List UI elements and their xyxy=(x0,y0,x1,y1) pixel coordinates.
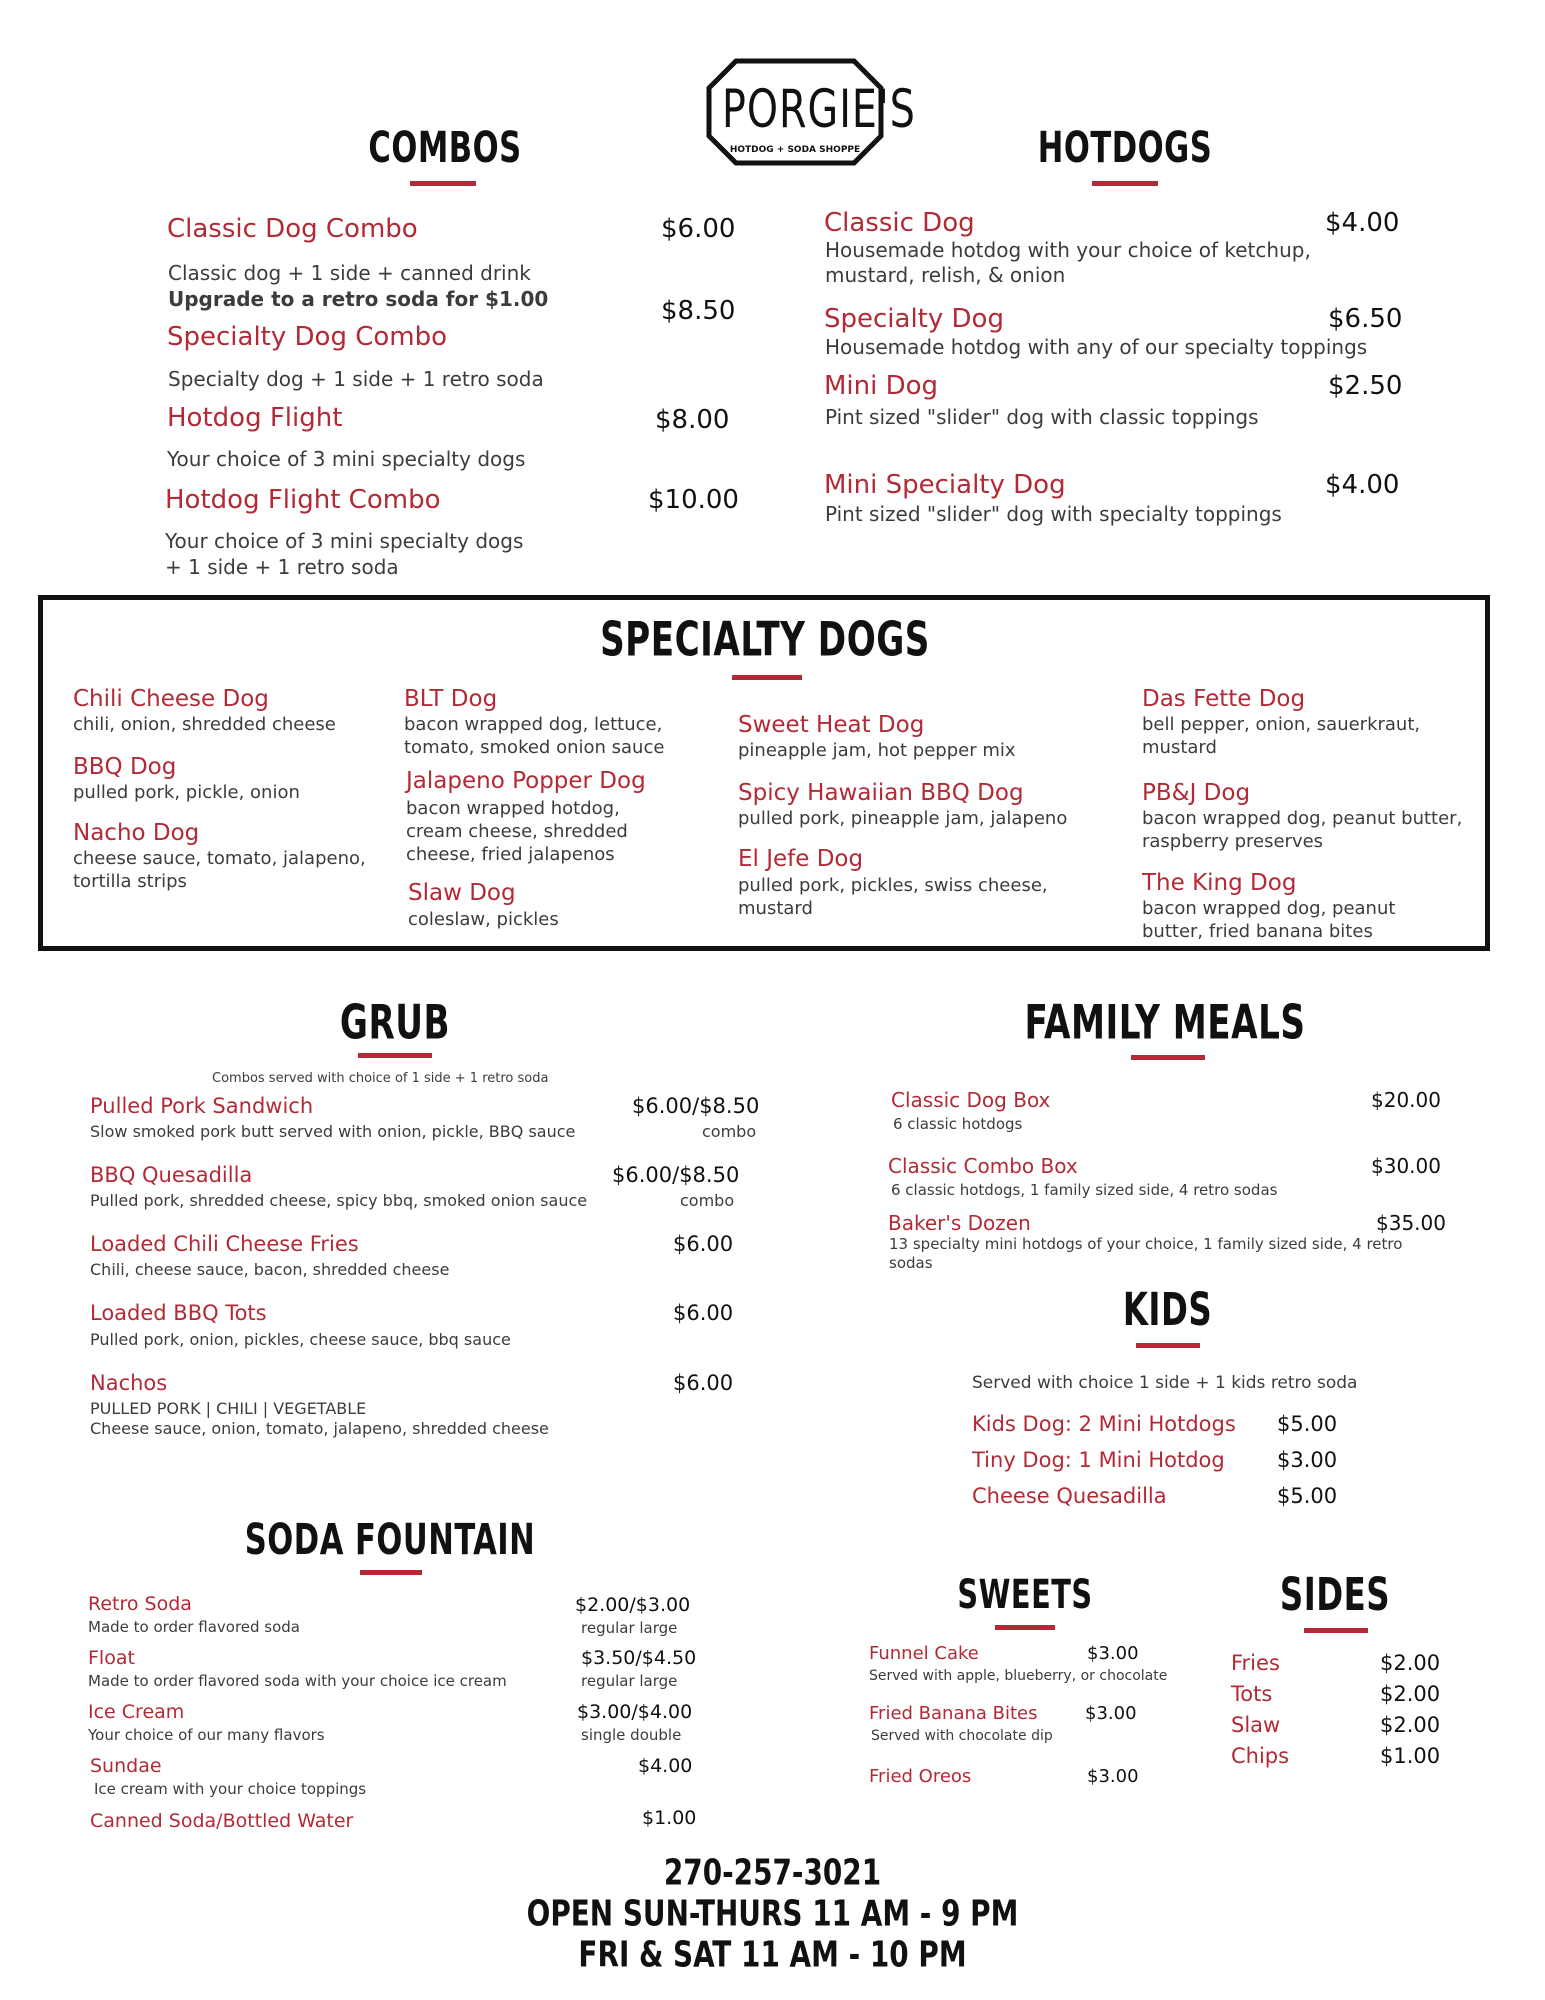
specialty-desc: pulled pork, pickle, onion xyxy=(73,782,300,803)
specialty-desc: pulled pork, pineapple jam, jalapeno xyxy=(738,808,1068,829)
hotdog-desc: Housemade hotdog with your choice of ketchup, xyxy=(825,238,1311,262)
soda-rule xyxy=(360,1570,422,1575)
specialty-desc: mustard xyxy=(1142,737,1217,758)
grub-price: $6.00 xyxy=(673,1232,734,1256)
sides-rule xyxy=(1304,1628,1368,1633)
grub-name: Nachos xyxy=(90,1371,168,1395)
specialty-name: El Jefe Dog xyxy=(738,846,864,872)
combo-name: Classic Dog Combo xyxy=(167,214,418,244)
specialty-name: The King Dog xyxy=(1142,870,1297,896)
specialty-name: BLT Dog xyxy=(404,686,498,712)
kids-price: $5.00 xyxy=(1277,1484,1338,1508)
hotdog-desc: mustard, relish, & onion xyxy=(825,263,1066,287)
family-price: $20.00 xyxy=(1371,1088,1441,1112)
kids-note: Served with choice 1 side + 1 kids retro soda xyxy=(972,1373,1358,1393)
combo-name: Specialty Dog Combo xyxy=(167,322,448,352)
grub-name: Loaded BBQ Tots xyxy=(90,1301,267,1325)
footer-hours-weekday: OPEN SUN-THURS 11 AM - 9 PM xyxy=(526,1893,1019,1935)
soda-price-sub: regular large xyxy=(581,1672,678,1690)
family-price: $35.00 xyxy=(1376,1211,1446,1235)
specialty-desc: mustard xyxy=(738,898,813,919)
sweets-price: $3.00 xyxy=(1085,1703,1137,1724)
specialty-desc: bacon wrapped dog, lettuce, xyxy=(404,714,663,735)
grub-desc: Cheese sauce, onion, tomato, jalapeno, shredded cheese xyxy=(90,1419,549,1438)
hotdog-name: Classic Dog xyxy=(824,208,975,238)
soda-desc: Ice cream with your choice toppings xyxy=(94,1780,367,1798)
soda-heading: SODA FOUNTAIN xyxy=(244,1515,536,1565)
hotdog-price: $4.00 xyxy=(1325,208,1400,238)
specialty-desc: bacon wrapped dog, peanut butter, xyxy=(1142,808,1463,829)
sweets-heading: SWEETS xyxy=(957,1570,1093,1618)
sides-name: Slaw xyxy=(1231,1713,1281,1737)
soda-desc: Your choice of our many flavors xyxy=(88,1726,325,1744)
footer-phone: 270-257-3021 xyxy=(663,1852,882,1894)
grub-desc: Slow smoked pork butt served with onion, pickle, BBQ sauce xyxy=(90,1122,576,1141)
specialty-desc: pineapple jam, hot pepper mix xyxy=(738,740,1016,761)
specialty-name: Nacho Dog xyxy=(73,820,200,846)
specialty-name: Das Fette Dog xyxy=(1142,686,1306,712)
sweets-desc: Served with apple, blueberry, or chocolate xyxy=(869,1668,1168,1684)
soda-price: $1.00 xyxy=(642,1807,697,1829)
specialty-name: PB&J Dog xyxy=(1142,780,1251,806)
sides-heading: SIDES xyxy=(1279,1569,1391,1622)
sweets-desc: Served with chocolate dip xyxy=(871,1728,1053,1744)
soda-price: $3.00/$4.00 xyxy=(577,1701,693,1723)
sides-name: Chips xyxy=(1231,1744,1290,1768)
combo-desc: Your choice of 3 mini specialty dogs xyxy=(167,447,526,471)
kids-name: Cheese Quesadilla xyxy=(972,1484,1167,1508)
grub-desc: Chili, cheese sauce, bacon, shredded cheese xyxy=(90,1260,450,1279)
combo-desc: Specialty dog + 1 side + 1 retro soda xyxy=(168,367,544,391)
combo-price: $6.00 xyxy=(661,214,736,244)
grub-desc: PULLED PORK | CHILI | VEGETABLE xyxy=(90,1399,367,1418)
specialty-name: Sweet Heat Dog xyxy=(738,712,925,738)
sweets-price: $3.00 xyxy=(1087,1643,1139,1664)
soda-price: $3.50/$4.50 xyxy=(581,1647,697,1669)
combos-rule xyxy=(410,181,476,186)
specialty-name: Jalapeno Popper Dog xyxy=(406,768,646,794)
family-desc: 13 specialty mini hotdogs of your choice, 1 family sized side, 4 retro xyxy=(889,1235,1403,1253)
sides-price: $2.00 xyxy=(1380,1682,1441,1706)
grub-desc: Pulled pork, shredded cheese, spicy bbq, smoked onion sauce xyxy=(90,1191,588,1210)
kids-price: $5.00 xyxy=(1277,1412,1338,1436)
sides-price: $2.00 xyxy=(1380,1651,1441,1675)
sweets-name: Funnel Cake xyxy=(869,1643,979,1664)
grub-name: BBQ Quesadilla xyxy=(90,1163,253,1187)
soda-name: Ice Cream xyxy=(88,1701,185,1723)
family-rule xyxy=(1131,1055,1205,1060)
specialty-desc: chili, onion, shredded cheese xyxy=(73,714,336,735)
hotdog-price: $4.00 xyxy=(1325,470,1400,500)
grub-name: Pulled Pork Sandwich xyxy=(90,1094,314,1118)
hotdog-name: Specialty Dog xyxy=(824,304,1004,334)
kids-name: Kids Dog: 2 Mini Hotdogs xyxy=(972,1412,1236,1436)
specialty-desc: bacon wrapped dog, peanut xyxy=(1142,898,1396,919)
soda-name: Retro Soda xyxy=(88,1593,192,1615)
specialty-desc: pulled pork, pickles, swiss cheese, xyxy=(738,875,1048,896)
grub-price-sub: combo xyxy=(680,1191,735,1210)
specialty-rule xyxy=(732,675,802,680)
grub-rule xyxy=(358,1053,432,1058)
grub-note: Combos served with choice of 1 side + 1 retro soda xyxy=(212,1071,549,1086)
combo-desc: Your choice of 3 mini specialty dogs xyxy=(165,529,524,553)
specialty-name: Slaw Dog xyxy=(408,880,516,906)
hotdogs-rule xyxy=(1092,181,1158,186)
hotdogs-heading: HOTDOGS xyxy=(1037,123,1213,173)
grub-heading: GRUB xyxy=(339,994,451,1050)
sides-name: Tots xyxy=(1231,1682,1273,1706)
combo-note: Upgrade to a retro soda for $1.00 xyxy=(168,287,549,311)
combo-desc: Classic dog + 1 side + canned drink xyxy=(168,261,531,285)
kids-price: $3.00 xyxy=(1277,1448,1338,1472)
soda-desc: Made to order flavored soda xyxy=(88,1618,300,1636)
soda-price: $2.00/$3.00 xyxy=(575,1594,691,1616)
hotdog-price: $6.50 xyxy=(1328,304,1403,334)
specialty-desc: raspberry preserves xyxy=(1142,831,1324,852)
specialty-desc: coleslaw, pickles xyxy=(408,909,559,930)
combo-price: $8.00 xyxy=(655,405,730,435)
hotdog-price: $2.50 xyxy=(1328,371,1403,401)
family-desc: 6 classic hotdogs xyxy=(893,1115,1023,1133)
specialty-desc: tomato, smoked onion sauce xyxy=(404,737,665,758)
hotdog-name: Mini Dog xyxy=(824,371,939,401)
soda-desc: Made to order flavored soda with your choice ice cream xyxy=(88,1672,507,1690)
grub-name: Loaded Chili Cheese Fries xyxy=(90,1232,359,1256)
soda-name: Canned Soda/Bottled Water xyxy=(90,1810,354,1832)
combo-name: Hotdog Flight Combo xyxy=(165,485,441,515)
specialty-name: Spicy Hawaiian BBQ Dog xyxy=(738,780,1024,806)
specialty-desc: tortilla strips xyxy=(73,871,187,892)
specialty-desc: bacon wrapped hotdog, xyxy=(406,798,620,819)
family-name: Classic Combo Box xyxy=(888,1154,1078,1178)
combo-price: $10.00 xyxy=(648,485,739,515)
specialty-desc: bell pepper, onion, sauerkraut, xyxy=(1142,714,1421,735)
combo-name: Hotdog Flight xyxy=(167,403,343,433)
grub-desc: Pulled pork, onion, pickles, cheese sauce, bbq sauce xyxy=(90,1330,511,1349)
specialty-desc: cheese sauce, tomato, jalapeno, xyxy=(73,848,366,869)
family-desc: sodas xyxy=(889,1254,933,1272)
sweets-rule xyxy=(995,1625,1055,1630)
grub-price: $6.00/$8.50 xyxy=(612,1163,740,1187)
sweets-price: $3.00 xyxy=(1087,1766,1139,1787)
grub-price: $6.00/$8.50 xyxy=(632,1094,760,1118)
sides-price: $2.00 xyxy=(1380,1713,1441,1737)
hotdog-name: Mini Specialty Dog xyxy=(824,470,1066,500)
family-name: Baker's Dozen xyxy=(888,1211,1031,1235)
hotdog-desc: Housemade hotdog with any of our specialty toppings xyxy=(825,335,1368,359)
soda-price: $4.00 xyxy=(638,1755,693,1777)
specialty-heading: SPECIALTY DOGS xyxy=(600,611,930,667)
kids-heading: KIDS xyxy=(1122,1284,1213,1337)
soda-name: Float xyxy=(88,1647,135,1669)
combos-heading: COMBOS xyxy=(368,123,522,173)
combo-price: $8.50 xyxy=(661,296,736,326)
sweets-name: Fried Oreos xyxy=(869,1766,972,1787)
family-price: $30.00 xyxy=(1371,1154,1441,1178)
hotdog-desc: Pint sized "slider" dog with specialty toppings xyxy=(825,502,1282,526)
logo-tagline: HOTDOG + SODA SHOPPE xyxy=(729,145,861,155)
soda-price-sub: single double xyxy=(581,1726,682,1744)
hotdog-desc: Pint sized "slider" dog with classic toppings xyxy=(825,405,1259,429)
grub-price: $6.00 xyxy=(673,1371,734,1395)
grub-price: $6.00 xyxy=(673,1301,734,1325)
specialty-desc: cheese, fried jalapenos xyxy=(406,844,615,865)
specialty-name: BBQ Dog xyxy=(73,754,177,780)
kids-rule xyxy=(1136,1343,1200,1348)
soda-name: Sundae xyxy=(90,1755,162,1777)
grub-price-sub: combo xyxy=(702,1122,757,1141)
logo-name: PORGIE'S xyxy=(722,78,916,141)
kids-name: Tiny Dog: 1 Mini Hotdog xyxy=(972,1448,1225,1472)
family-name: Classic Dog Box xyxy=(891,1088,1051,1112)
specialty-name: Chili Cheese Dog xyxy=(73,686,269,712)
sides-price: $1.00 xyxy=(1380,1744,1441,1768)
combo-desc: + 1 side + 1 retro soda xyxy=(165,555,399,579)
sides-name: Fries xyxy=(1231,1651,1280,1675)
soda-price-sub: regular large xyxy=(581,1619,678,1637)
sweets-name: Fried Banana Bites xyxy=(869,1703,1038,1724)
specialty-desc: butter, fried banana bites xyxy=(1142,921,1373,942)
footer-hours-weekend: FRI & SAT 11 AM - 10 PM xyxy=(578,1934,967,1976)
family-desc: 6 classic hotdogs, 1 family sized side, 4 retro sodas xyxy=(891,1181,1278,1199)
family-heading: FAMILY MEALS xyxy=(1024,994,1306,1050)
specialty-desc: cream cheese, shredded xyxy=(406,821,628,842)
